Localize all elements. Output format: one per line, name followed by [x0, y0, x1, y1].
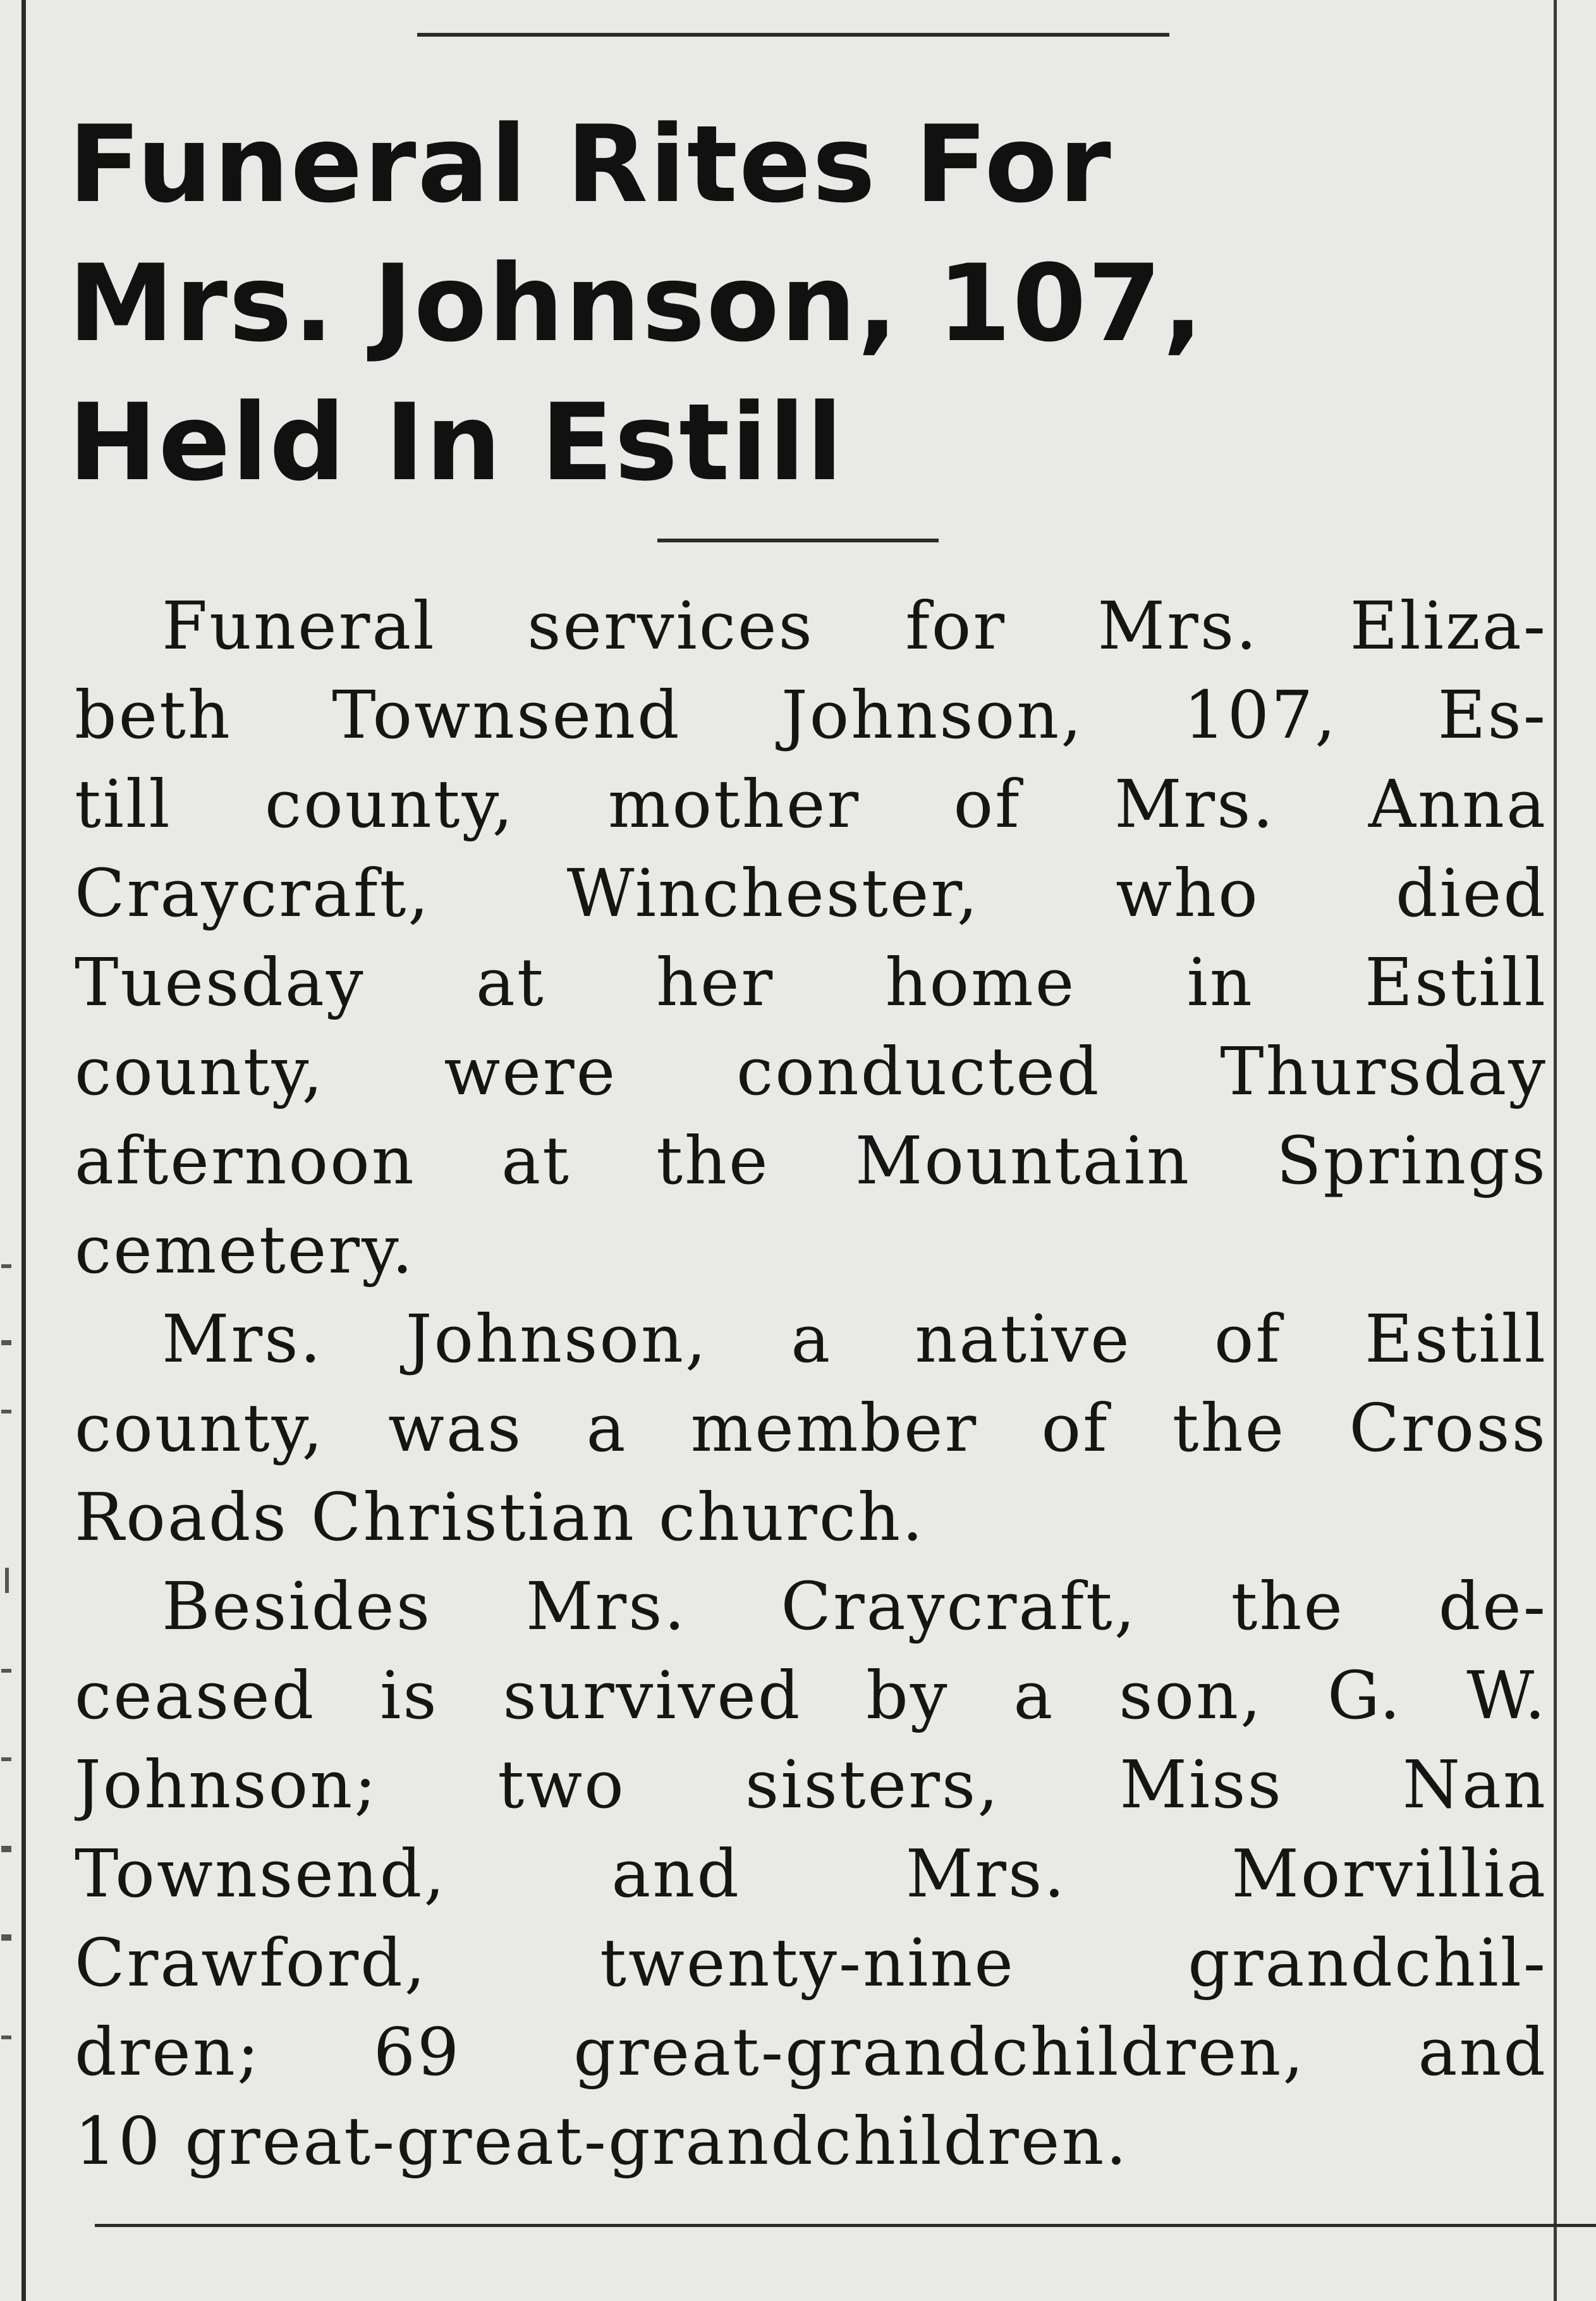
paragraph-background [75, 1295, 1547, 1562]
edge-mark [1, 1669, 11, 1673]
text-line: 10 great-great-grandchildren. [75, 2103, 1129, 2180]
edge-mark [1, 1264, 11, 1268]
adjacent-column-fragments [0, 0, 19, 2301]
text-line: afternoon at the Mountain Springs [75, 1122, 1547, 1199]
headline-line: Mrs. Johnson, 107, [68, 241, 1205, 365]
text-line: Besides Mrs. Craycraft, the de- [162, 1568, 1547, 1645]
paragraph-survivors [75, 1562, 1547, 2186]
text-line: Craycraft, Winchester, who died [75, 855, 1547, 932]
edge-mark [1, 1846, 11, 1852]
headline-divider [657, 539, 939, 542]
edge-mark [1, 2036, 11, 2039]
text-line: Roads Christian church. [75, 1479, 925, 1556]
text-line: cemetery. [75, 1211, 415, 1288]
headline [68, 95, 1522, 512]
edge-mark [1, 1934, 11, 1941]
text-line: Crawford, twenty-nine grandchil- [75, 1924, 1547, 2001]
text-line: ceased is survived by a son, G. W. [75, 1657, 1547, 1734]
edge-mark [1, 1410, 11, 1413]
text-line: Funeral services for Mrs. Eliza- [162, 587, 1547, 664]
bottom-divider [95, 2224, 1596, 2227]
text-line: Mrs. Johnson, a native of Estill [162, 1300, 1547, 1377]
paragraph-services [75, 582, 1547, 1295]
text-line: Townsend, and Mrs. Morvillia [75, 1835, 1547, 1912]
text-line: dren; 69 great-grandchildren, and [75, 2013, 1547, 2090]
text-line: county, were conducted Thursday [75, 1033, 1547, 1110]
text-line: county, was a member of the Cross [75, 1389, 1547, 1467]
headline-line: Held In Estill [68, 381, 844, 504]
column-rule-right [1554, 0, 1557, 2301]
text-line: beth Townsend Johnson, 107, Es- [75, 676, 1547, 754]
article-body [75, 582, 1547, 2186]
edge-mark [5, 1568, 9, 1593]
edge-mark [1, 1757, 11, 1761]
text-line: till county, mother of Mrs. Anna [75, 766, 1547, 843]
text-line: Tuesday at her home in Estill [75, 944, 1547, 1021]
headline-line: Funeral Rites For [68, 102, 1112, 226]
text-line: Johnson; two sisters, Miss Nan [75, 1746, 1547, 1823]
edge-mark [1, 1340, 11, 1345]
column-rule-left [21, 0, 26, 2301]
top-divider [417, 33, 1169, 37]
